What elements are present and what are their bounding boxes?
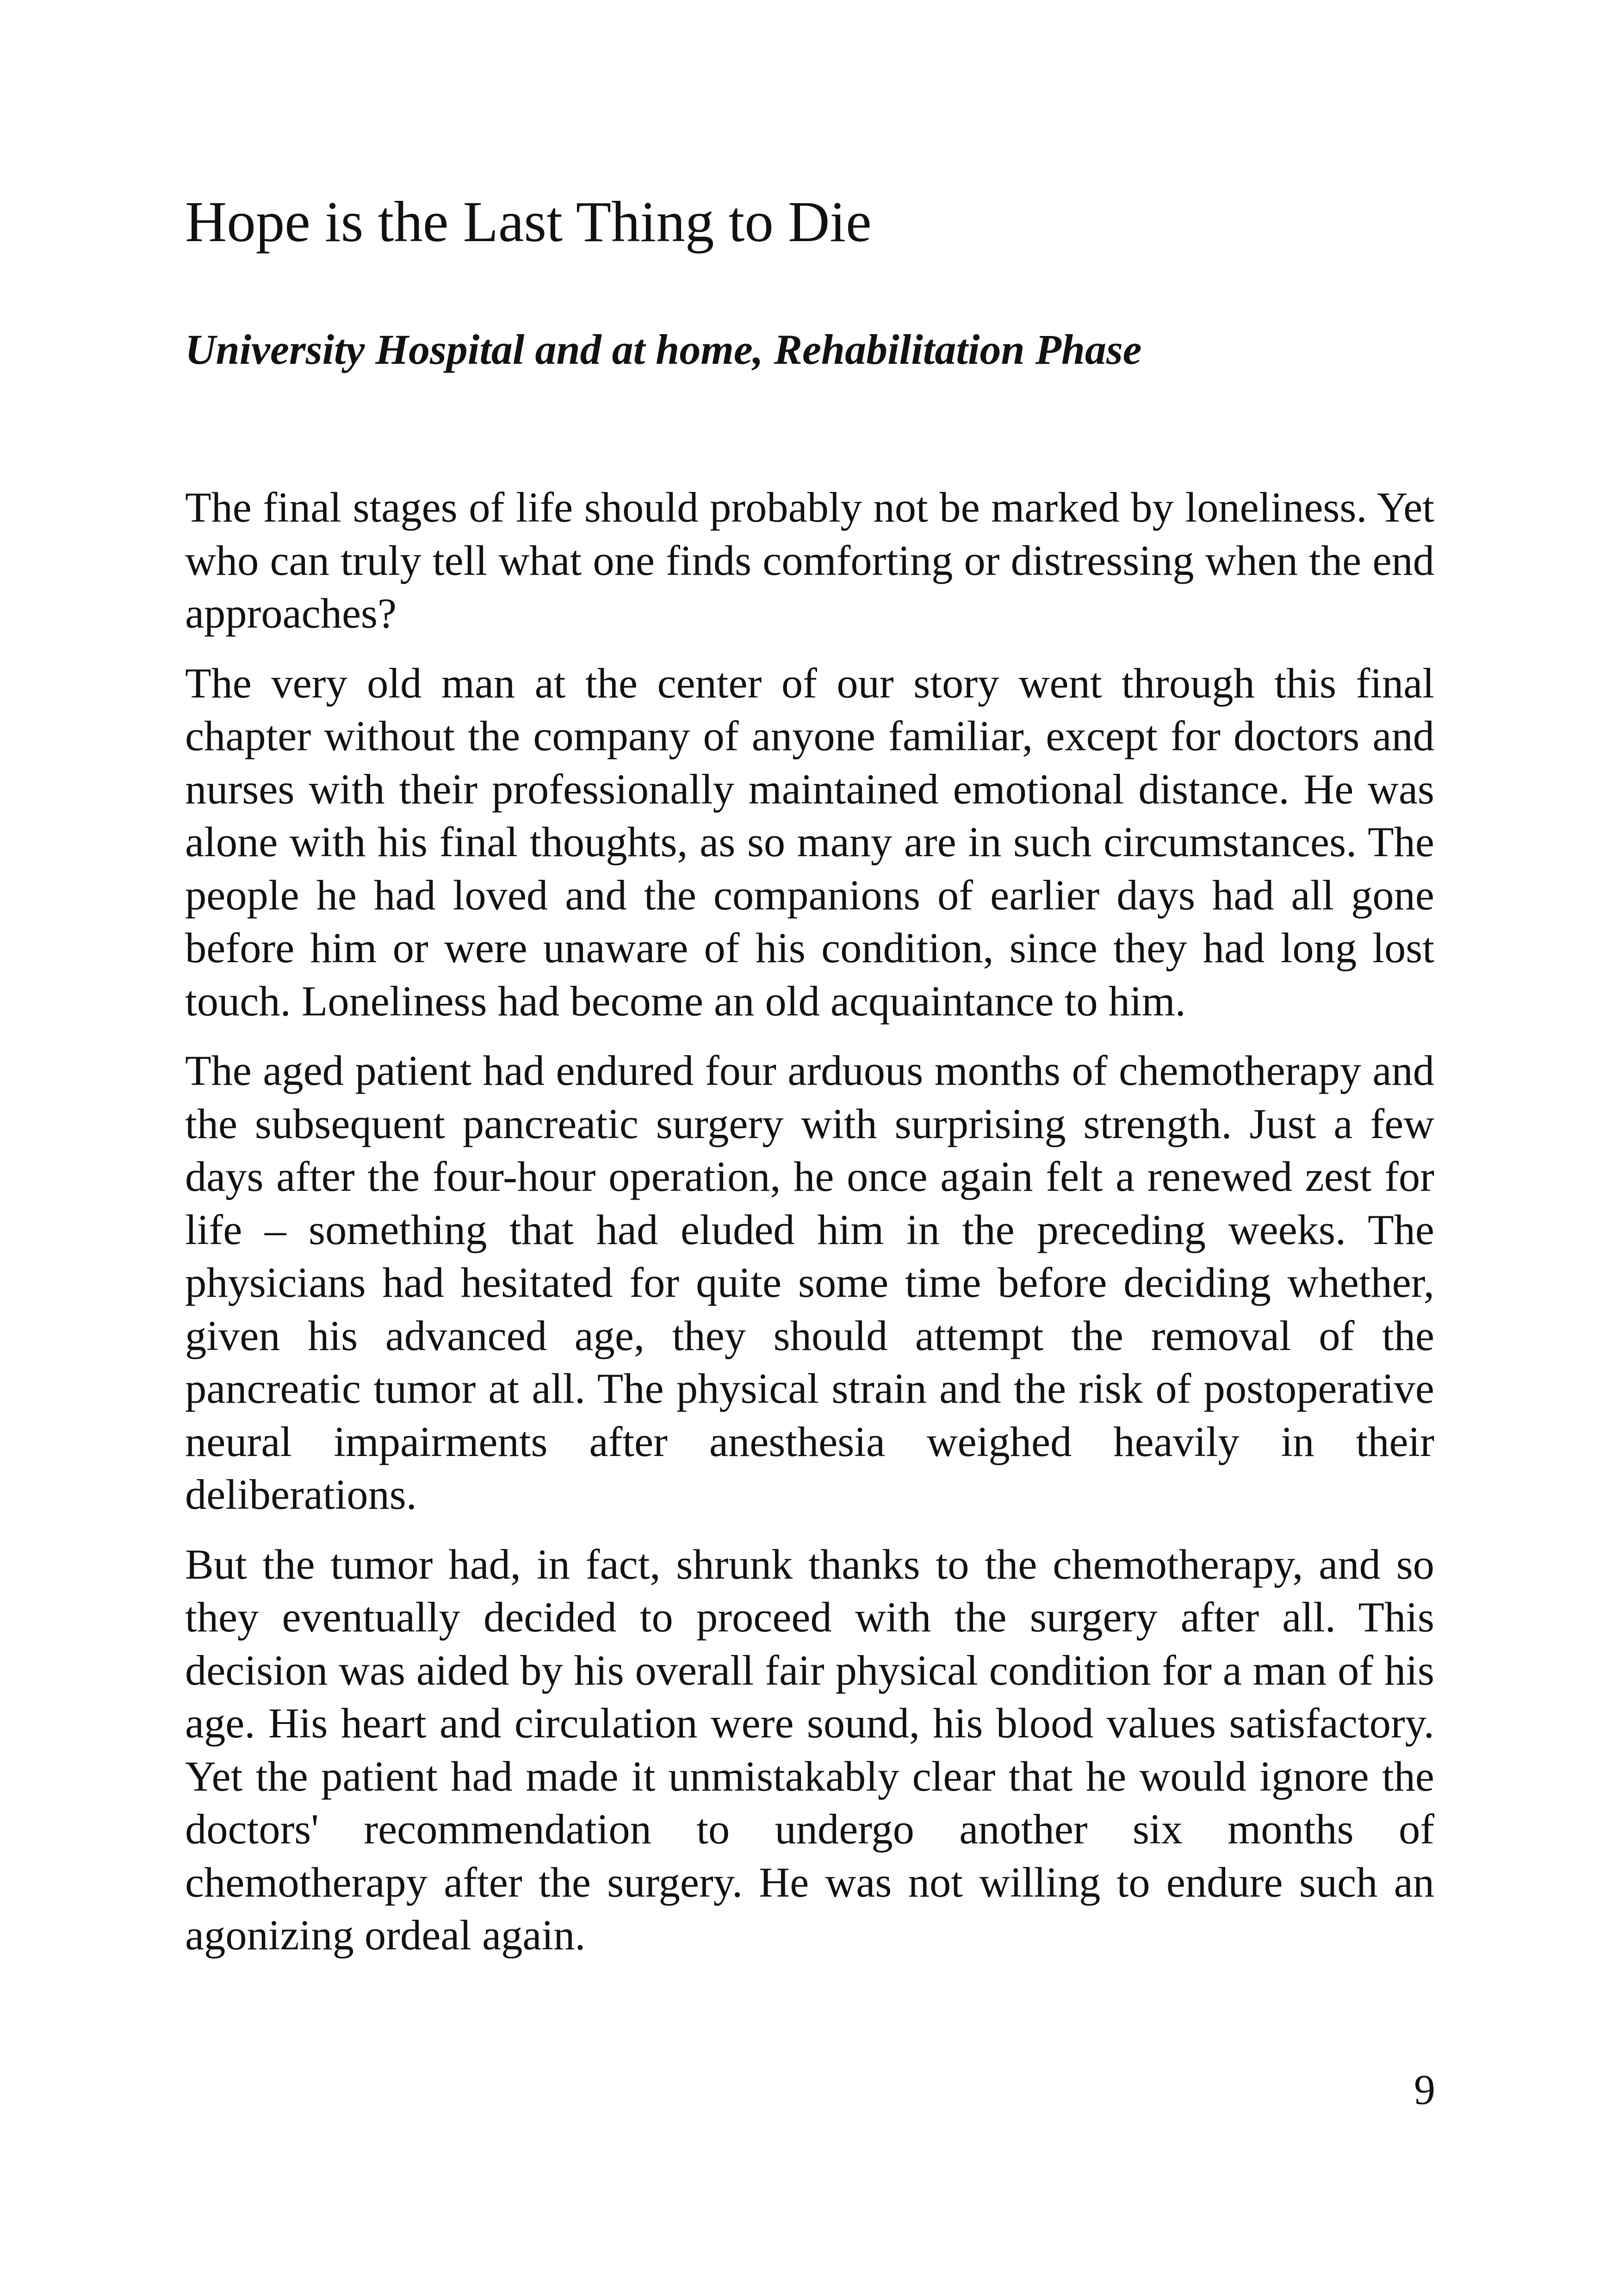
- paragraph: The aged patient had endured four arduous months of chemotherapy and the subsequent pancreatic surgery with surprising strength. Just a few days after the four-hour operation, he once again felt a renewed zest for life – something that had eluded him in the preceding weeks. The physicians had hesitated for quite some time before deciding whether, given his advanced age, they should attempt the removal of the pancreatic tumor at all. The physical strain and the risk of postoperative neural impairments after anesthesia weighed heavily in their deliberations.: [185, 1047, 1434, 1518]
- chapter-title: Hope is the Last Thing to Die: [185, 190, 872, 254]
- paragraph: The very old man at the center of our story went through this final chapter without the company of anyone familiar, except for doctors and nurses with their professionally maintained emotional distance. He was alone with his final thoughts, as so many are in such circumstances. The people he had loved and the companions of earlier days had all gone before him or were unaware of his condition, since they had long lost touch. Loneliness had become an old acquaintance to him.: [185, 660, 1434, 1025]
- body-text: [185, 481, 1434, 1979]
- paragraph: But the tumor had, in fact, shrunk thanks to the chemotherapy, and so they eventually decided to proceed with the surgery after all. This decision was aided by his overall fair physical condition for a man of his age. His heart and circulation were sound, his blood values satisfactory. Yet the patient had made it unmistakably clear that he would ignore the doctors' recommendation to undergo another six months of chemotherapy after the surgery. He was not willing to endure such an agonizing ordeal again.: [185, 1541, 1434, 1959]
- page-number: 9: [1414, 2066, 1435, 2113]
- paragraph: The final stages of life should probably not be marked by loneliness. Yet who can truly tell what one finds comforting or distressing when the end approaches?: [185, 484, 1434, 637]
- chapter-subtitle: University Hospital and at home, Rehabilitation Phase: [185, 326, 1142, 373]
